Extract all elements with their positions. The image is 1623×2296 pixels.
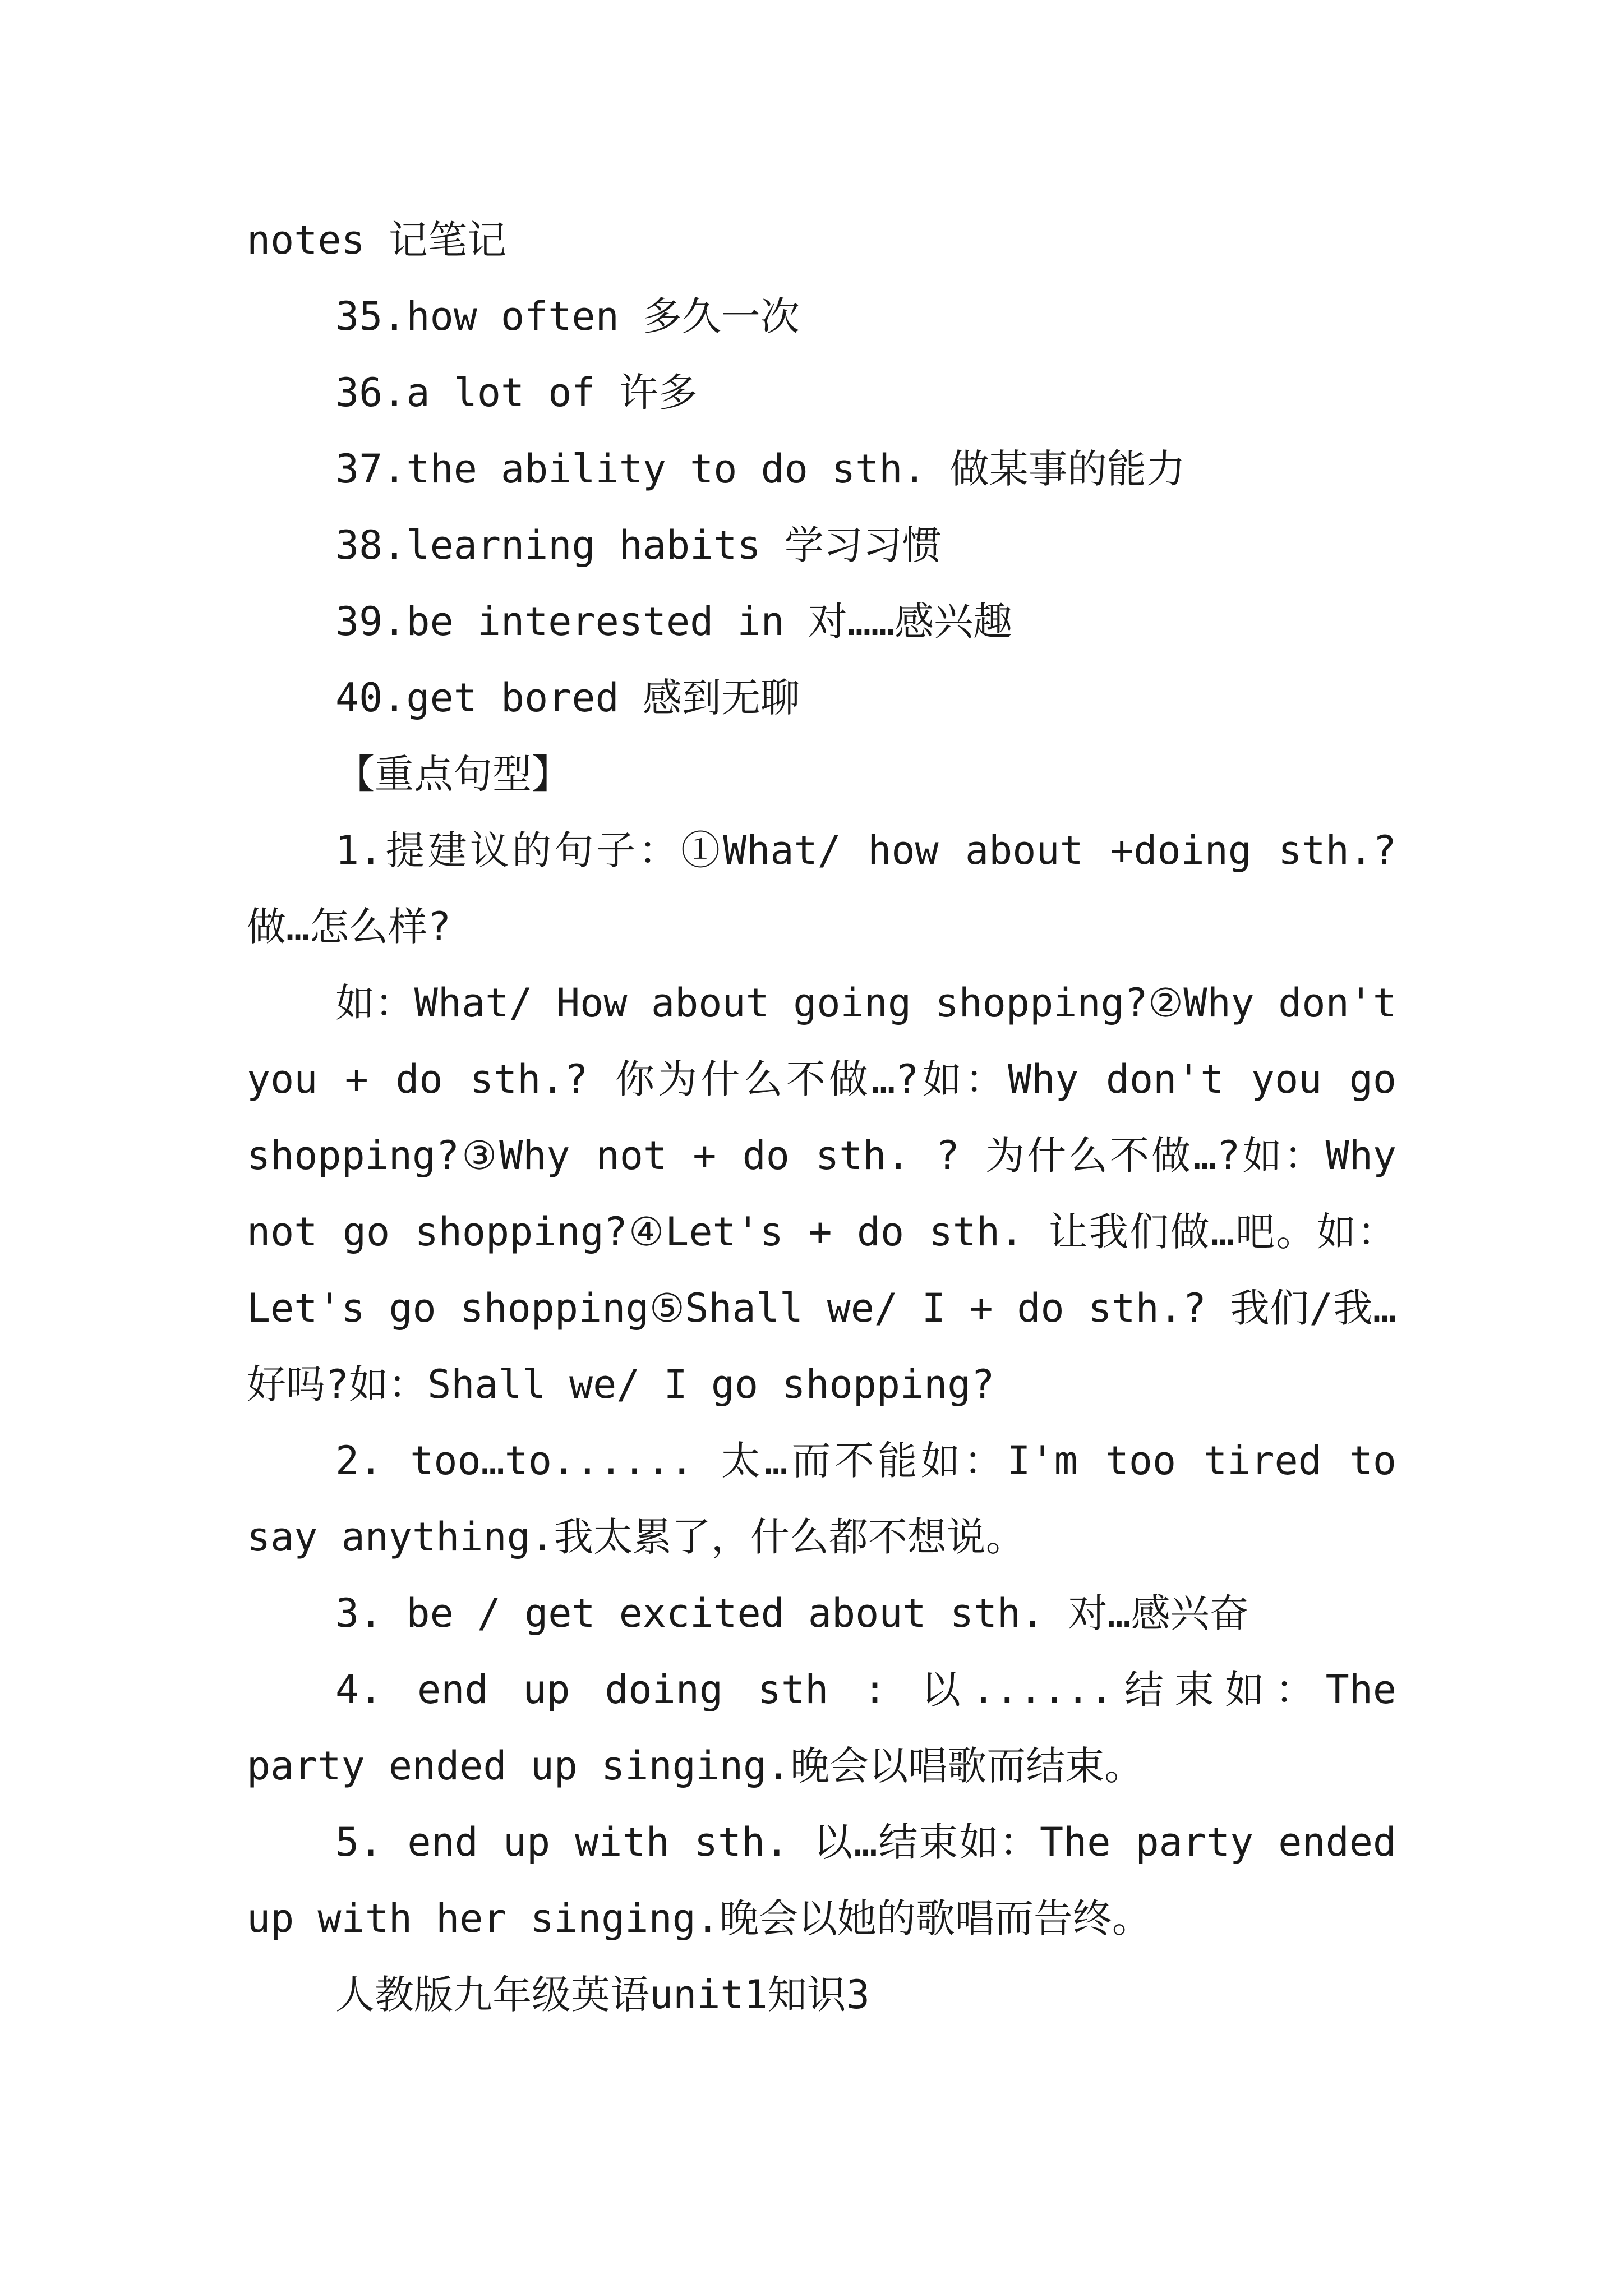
vocab-item-35: 35.how often 多久一次 (335, 293, 800, 339)
vocab-item-39: 39.be interested in 对……感兴趣 (335, 599, 1013, 645)
section-heading: 【重点句型】 (335, 751, 571, 797)
vocab-item-38: 38.learning habits 学习习惯 (335, 522, 942, 568)
sentence-2: 2. too…to...... 太…而不能如：I'm too tired to say anything.我太累了，什么都不想说。 (247, 1438, 1396, 1560)
next-section-title: 人教版九年级英语unit1知识3 (335, 1972, 870, 2018)
vocab-item-40: 40.get bored 感到无聊 (335, 675, 800, 721)
sentence-5: 5. end up with sth. 以…结束如：The party ended up with her singing.晚会以她的歌唱而告终。 (247, 1819, 1396, 1941)
document-body (247, 202, 1396, 2033)
sentence-4: 4. end up doing sth : 以......结束如：The party ended up singing.晚会以唱歌而结束。 (247, 1667, 1396, 1789)
vocab-item-37: 37.the ability to do sth. 做某事的能力 (335, 446, 1186, 492)
sentence-3: 3. be / get excited about sth. 对…感兴奋 (335, 1590, 1249, 1636)
sentence-1-examples: 如：What/ How about going shopping?②Why don't you + do sth.? 你为什么不做…?如：Why don't you go shopping?③Why not + do sth. ? 为什么不做…?如：Why not go shopping?④Let's + do sth. 让我们做…吧。如：Let's go shopping⑤Shall we/ I + do sth.? 我们/我…好吗?如：Shall we/ I go shopping? (247, 980, 1396, 1407)
vocab-tail: notes 记笔记 (247, 217, 506, 263)
vocab-item-36: 36.a lot of 许多 (335, 370, 698, 416)
sentence-1: 1.提建议的句子：①What/ how about +doing sth.? 做…怎么样? (247, 827, 1396, 950)
